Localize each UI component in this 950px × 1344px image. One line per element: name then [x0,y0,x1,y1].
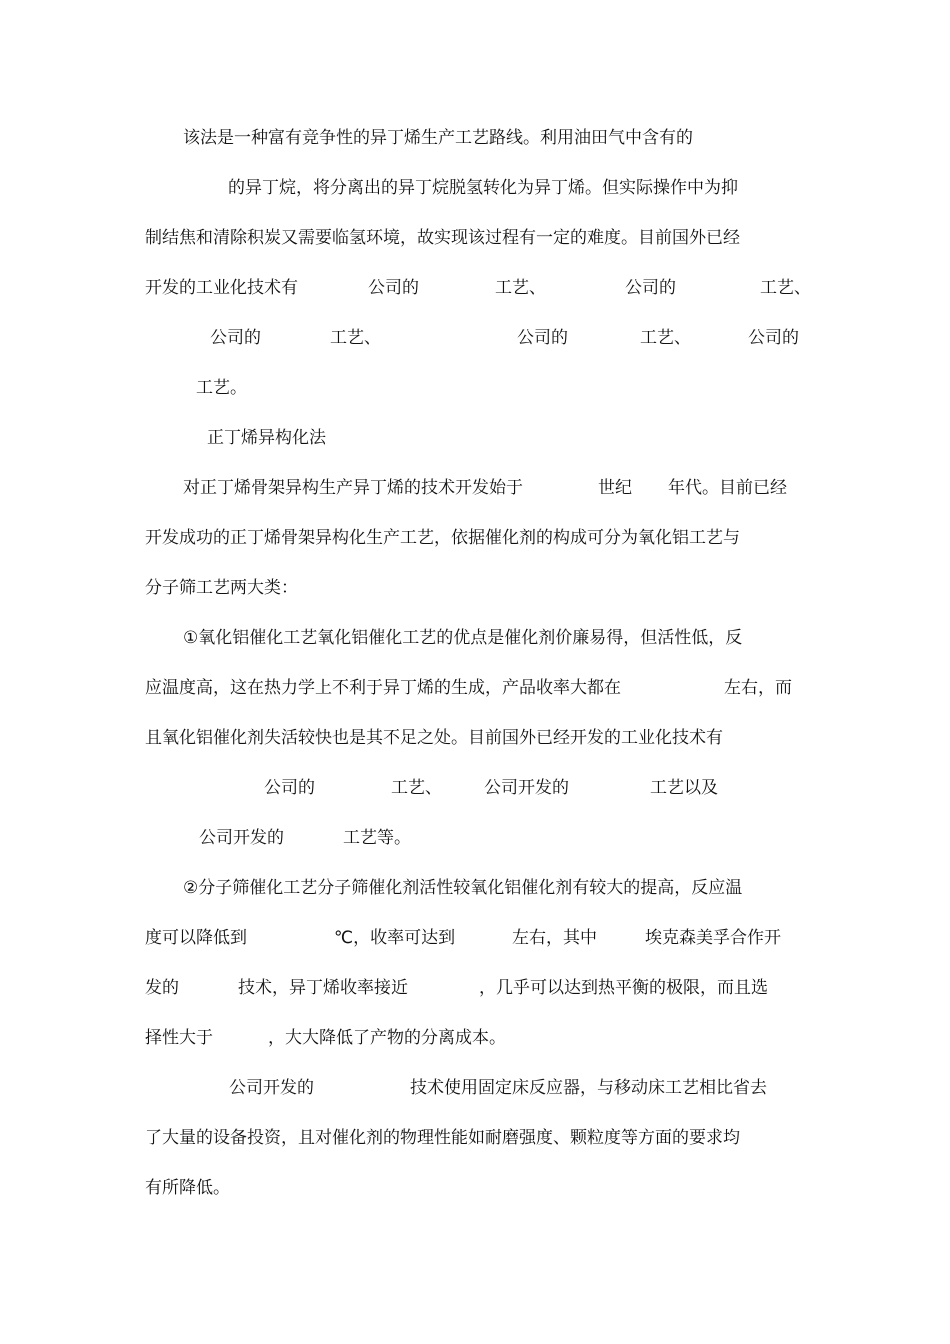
text-segment: 且氧化铝催化剂失活较快也是其不足之处。目前国外已经开发的工业化技术有 [145,728,723,748]
text-segment: 开发成功的正丁烯骨架异构化生产工艺，依据催化剂的构成可分为氧化铝工艺与 [145,528,740,548]
text-segment: 对正丁烯骨架异构生产异丁烯的技术开发始于 [183,478,523,498]
text-line [0,1073,950,1103]
text-segment: 工艺、 [330,328,381,348]
text-segment: ①氧化铝催化工艺氧化铝催化工艺的优点是催化剂价廉易得，但活性低，反 [183,628,743,648]
text-line [0,473,950,503]
text-segment: 度可以降低到 [145,928,247,948]
text-segment: 择性大于 [145,1028,213,1048]
text-segment: 世纪 [598,478,632,498]
text-line [0,173,950,203]
text-line [0,1173,950,1203]
text-segment: ，几乎可以达到热平衡的极限，而且选 [479,978,768,998]
text-segment: 公司的 [264,778,315,798]
text-segment: 有所降低。 [145,1178,230,1198]
text-line [0,823,950,853]
text-segment: 发的 [145,978,179,998]
text-line [0,673,950,703]
text-segment: 左右，而 [724,678,792,698]
text-segment: 工艺、 [640,328,691,348]
text-segment: 工艺。 [196,378,247,398]
text-segment: 公司的 [210,328,261,348]
text-line [0,923,950,953]
text-segment: 公司的 [748,328,799,348]
text-segment: 该法是一种富有竞争性的异丁烯生产工艺路线。利用油田气中含有的 [183,128,693,148]
text-segment: 的异丁烷，将分离出的异丁烷脱氢转化为异丁烯。但实际操作中为抑 [228,178,738,198]
text-segment: 工艺、 [760,278,811,298]
text-segment: 公司开发的 [199,828,284,848]
text-line [0,873,950,903]
text-segment: 分子筛工艺两大类： [145,578,298,598]
text-segment: ℃，收率可达到 [334,928,456,948]
text-segment: 制结焦和清除积炭又需要临氢环境，故实现该过程有一定的难度。目前国外已经 [145,228,740,248]
text-segment: 公司开发的 [229,1078,314,1098]
text-segment: 工艺、 [391,778,442,798]
text-segment: 埃克森美孚合作开 [645,928,781,948]
text-segment: 年代。目前已经 [668,478,787,498]
text-line [0,223,950,253]
text-segment: 公司的 [368,278,419,298]
text-segment: 工艺以及 [650,778,718,798]
text-segment: 工艺等。 [343,828,411,848]
text-line [0,1123,950,1153]
text-line [0,623,950,653]
text-line [0,773,950,803]
text-segment: 技术使用固定床反应器，与移动床工艺相比省去 [410,1078,767,1098]
text-segment: 公司开发的 [484,778,569,798]
text-segment: 公司的 [625,278,676,298]
text-line [0,973,950,1003]
text-line [0,723,950,753]
text-segment: 公司的 [517,328,568,348]
text-line [0,1023,950,1053]
section-heading [0,423,950,453]
text-line [0,523,950,553]
text-segment: 左右，其中 [512,928,597,948]
text-line [0,123,950,153]
text-segment: ，大大降低了产物的分离成本。 [268,1028,506,1048]
text-segment: 应温度高，这在热力学上不利于异丁烯的生成，产品收率大都在 [145,678,621,698]
text-line [0,273,950,303]
text-segment: 技术，异丁烯收率接近 [238,978,408,998]
text-segment: ②分子筛催化工艺分子筛催化剂活性较氧化铝催化剂有较大的提高，反应温 [183,878,743,898]
text-segment: 正丁烯异构化法 [207,428,326,448]
text-segment: 工艺、 [495,278,546,298]
text-segment: 开发的工业化技术有 [145,278,298,298]
text-segment: 了大量的设备投资，且对催化剂的物理性能如耐磨强度、颗粒度等方面的要求均 [145,1128,740,1148]
text-line [0,373,950,403]
text-line [0,573,950,603]
text-line [0,323,950,353]
